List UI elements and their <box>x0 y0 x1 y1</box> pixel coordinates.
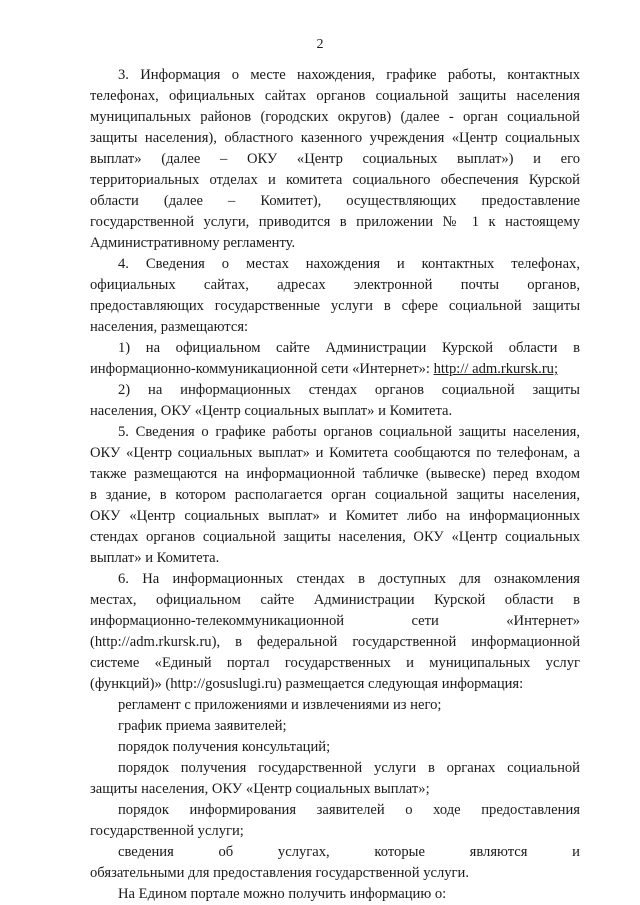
text-line: ОКУ «Центр социальных выплат» и Комитета сообщаются по телефонам, а <box>90 445 580 461</box>
text-line: выплат» (далее – ОКУ «Центр социальных выплат») и его <box>90 151 580 167</box>
text-line: защиты населения), областного казенного учреждения «Центр социальных <box>90 130 580 146</box>
text-line: населения, ОКУ «Центр социальных выплат» и Комитета. <box>90 403 453 419</box>
text-line: области (далее – Комитет), осуществляющих предоставление <box>90 193 580 209</box>
text-line: (http://adm.rkursk.ru), в федеральной государственной информационной <box>90 634 580 650</box>
text-segment: информационно-коммуникационной сети «Интернет»: <box>90 361 430 377</box>
text-line: в здание, в котором располагается орган социальной защиты населения, <box>90 487 580 503</box>
text-line: 5. Сведения о графике работы органов социальной защиты населения, <box>118 424 580 440</box>
text-line: ОКУ «Центр социальных выплат» и Комитет либо на информационных <box>90 508 580 524</box>
text-line: 1) на официальном сайте Администрации Курской области в <box>118 340 580 356</box>
text-line: На Едином портале можно получить информацию о: <box>118 886 447 902</box>
text-line: официальных сайтах, адресах электронной почты органов, <box>90 277 580 293</box>
text-line: выплат» и Комитета. <box>90 550 220 566</box>
page-number: 2 <box>316 37 324 52</box>
text-line: Административному регламенту. <box>90 235 296 251</box>
text-line: регламент с приложениями и извлечениями из него; <box>118 697 442 713</box>
text-line: 2) на информационных стендах органов социальной защиты <box>118 382 580 398</box>
text-line: также размещаются на информационной табличке (вывеске) перед входом <box>90 466 580 482</box>
text-line: населения, размещаются: <box>90 319 249 335</box>
text-line: стендах органов социальной защиты населения, ОКУ «Центр социальных <box>90 529 580 545</box>
text-line: государственной услуги; <box>90 823 244 839</box>
text-line: государственной услуги, приводится в приложении № 1 к настоящему <box>90 214 580 230</box>
text-line: защиты населения, ОКУ «Центр социальных выплат»; <box>90 781 430 797</box>
text-line: 6. На информационных стендах в доступных для ознакомления <box>118 571 580 587</box>
text-line: муниципальных районов (городских округов) (далее - орган социальной <box>90 109 580 125</box>
text-line-with-url <box>90 359 580 379</box>
text-line: телефонах, официальных сайтах органов социальной защиты населения <box>90 88 580 104</box>
text-line: 3. Информация о месте нахождения, графике работы, контактных <box>118 67 580 83</box>
text-line: порядок получения государственной услуги в органах социальной <box>118 760 580 776</box>
text-line: местах, официальном сайте Администрации Курской области в <box>90 592 580 608</box>
text-line: информационно-телекоммуникационной сети «Интернет» <box>90 613 580 629</box>
text-line: порядок получения консультаций; <box>118 739 331 755</box>
text-line: сведения об услугах, которые являются и <box>118 844 580 860</box>
text-line: 4. Сведения о местах нахождения и контактных телефонах, <box>118 256 580 272</box>
website-url: http:// adm.rkursk.ru; <box>433 361 559 377</box>
text-line: территориальных отделах и комитета социального обеспечения Курской <box>90 172 580 188</box>
text-line: предоставляющих государственные услуги в сфере социальной защиты <box>90 298 580 314</box>
text-line: (функций)» (http://gosuslugi.ru) размещается следующая информация: <box>90 676 524 692</box>
text-line: график приема заявителей; <box>118 718 287 734</box>
text-line: порядок информирования заявителей о ходе предоставления <box>118 802 580 818</box>
text-line: обязательными для предоставления государственной услуги. <box>90 865 469 881</box>
text-line: системе «Единый портал государственных и муниципальных услуг <box>90 655 580 671</box>
